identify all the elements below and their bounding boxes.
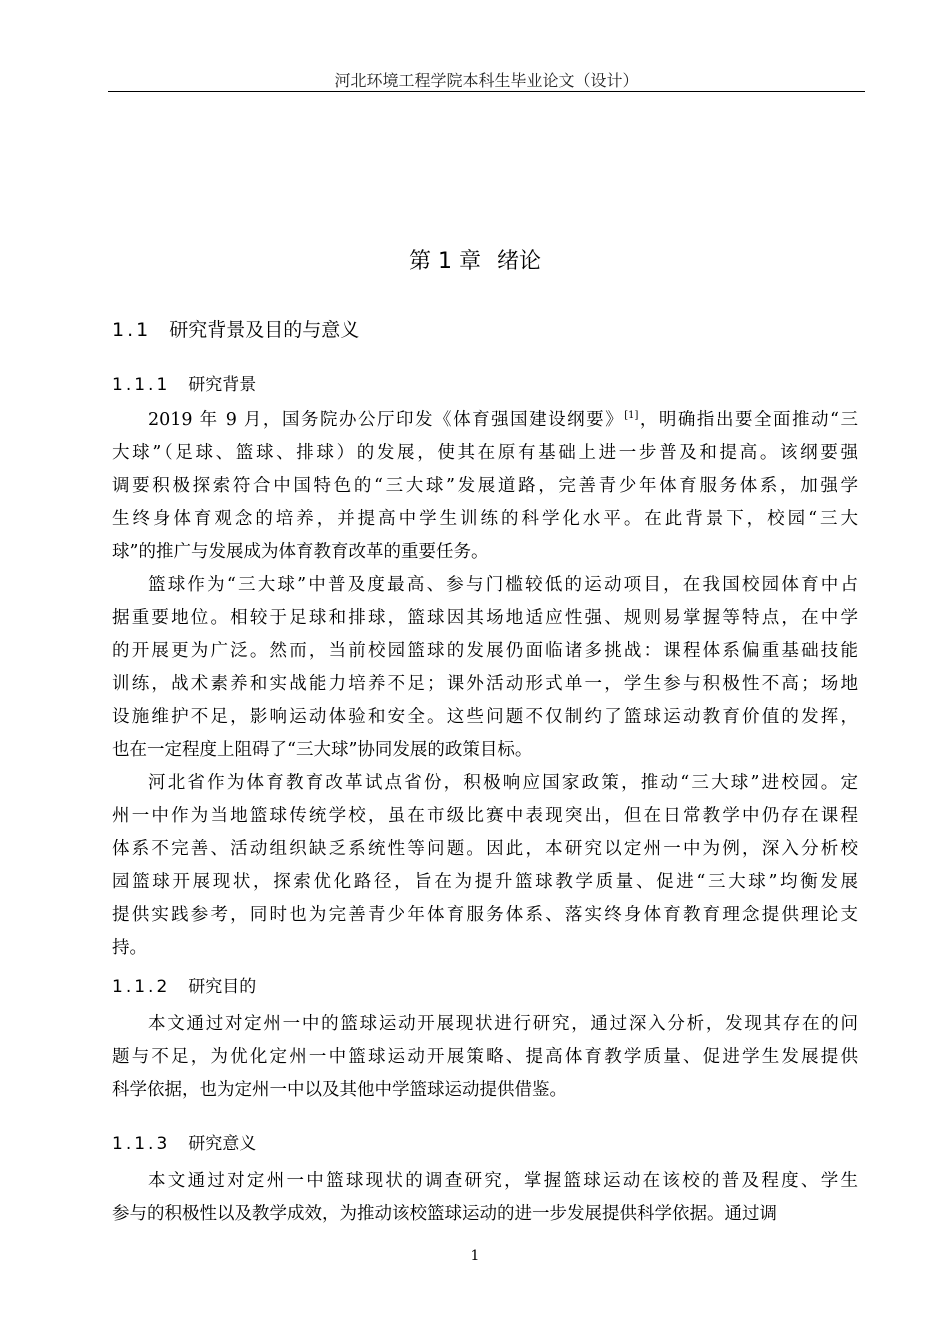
text-line: 州一中作为当地篮球传统学校，虽在市级比赛中表现突出，但在日常教学中仍存在课程	[112, 806, 858, 826]
section-title: 研究背景及目的与意义	[169, 319, 360, 341]
paragraph	[112, 404, 858, 569]
text-line: 提供实践参考，同时也为完善青少年体育服务体系、落实终身体育教育理念提供理论支	[112, 905, 858, 925]
section-title: 研究背景	[188, 375, 257, 395]
citation-reference[interactable]: [1]	[624, 410, 639, 421]
section-heading-1-1	[112, 315, 359, 342]
text-line: 也在一定程度上阻碍了“三大球”协同发展的政策目标。	[112, 740, 533, 760]
text-line: 参与的积极性以及教学成效，为推动该校篮球运动的进一步发展提供科学依据。通过调	[112, 1204, 777, 1224]
section-number: 1.1	[112, 319, 152, 341]
text-line: 本文通过对定州一中篮球现状的调查研究，掌握篮球运动在该校的普及程度、学生	[148, 1171, 858, 1191]
text-line: 调要积极探索符合中国特色的“三大球”发展道路，完善青少年体育服务体系，加强学	[112, 476, 858, 496]
text-run: ，明确指出要全面推动“三	[638, 410, 858, 430]
text-line: 持。	[112, 938, 147, 958]
text-line: 的开展更为广泛。然而，当前校园篮球的发展仍面临诸多挑战：课程体系偏重基础技能	[112, 641, 858, 661]
text-line: 设施维护不足，影响运动体验和安全。这些问题不仅制约了篮球运动教育价值的发挥，	[112, 707, 858, 727]
text-line	[112, 404, 858, 437]
running-header: 河北环境工程学院本科生毕业论文（设计）	[334, 71, 639, 90]
chapter-number: 第 1 章	[409, 249, 481, 274]
section-number: 1.1.1	[112, 375, 171, 395]
text-line: 生终身体育观念的培养，并提高中学生训练的科学化水平。在此背景下，校园“三大	[112, 509, 858, 529]
text-line: 球”的推广与发展成为体育教育改革的重要任务。	[112, 542, 489, 562]
text-line: 篮球作为“三大球”中普及度最高、参与门槛较低的运动项目，在我国校园体育中占	[148, 575, 858, 595]
paragraph	[112, 1165, 858, 1231]
paragraph	[112, 569, 858, 767]
text-line: 本文通过对定州一中的篮球运动开展现状进行研究，通过深入分析，发现其存在的问	[148, 1014, 858, 1034]
paragraph	[112, 1008, 858, 1107]
section-number: 1.1.3	[112, 1134, 171, 1154]
text-line: 河北省作为体育教育改革试点省份，积极响应国家政策，推动“三大球”进校园。定	[148, 773, 858, 793]
section-heading-1-1-1	[112, 370, 256, 395]
chapter-name: 绪论	[496, 249, 541, 274]
section-heading-1-1-2	[112, 972, 256, 997]
text-line: 据重要地位。相较于足球和排球，篮球因其场地适应性强、规则易掌握等特点，在中学	[112, 608, 858, 628]
section-title: 研究意义	[188, 1134, 257, 1154]
text-line: 体系不完善、活动组织缺乏系统性等问题。因此，本研究以定州一中为例，深入分析校	[112, 839, 858, 859]
chapter-title	[0, 244, 950, 275]
text-line: 训练，战术素养和实战能力培养不足；课外活动形式单一，学生参与积极性不高；场地	[112, 674, 858, 694]
page-number: 1	[470, 1248, 480, 1264]
paragraph	[112, 767, 858, 965]
text-run: 2019 年 9 月，国务院办公厅印发《体育强国建设纲要》	[148, 410, 625, 430]
section-heading-1-1-3	[112, 1129, 256, 1154]
text-line: 科学依据，也为定州一中以及其他中学篮球运动提供借鉴。	[112, 1080, 567, 1100]
section-body-1-1-1	[112, 404, 858, 965]
section-body-1-1-3	[112, 1165, 858, 1231]
section-body-1-1-2	[112, 1008, 858, 1107]
header-divider	[108, 91, 865, 92]
text-line: 大球”（足球、篮球、排球）的发展，使其在原有基础上进一步普及和提高。该纲要强	[112, 443, 858, 463]
text-line: 题与不足，为优化定州一中篮球运动开展策略、提高体育教学质量、促进学生发展提供	[112, 1047, 858, 1067]
section-title: 研究目的	[188, 977, 257, 997]
text-line: 园篮球开展现状，探索优化路径，旨在为提升篮球教学质量、促进“三大球”均衡发展	[112, 872, 858, 892]
section-number: 1.1.2	[112, 977, 171, 997]
